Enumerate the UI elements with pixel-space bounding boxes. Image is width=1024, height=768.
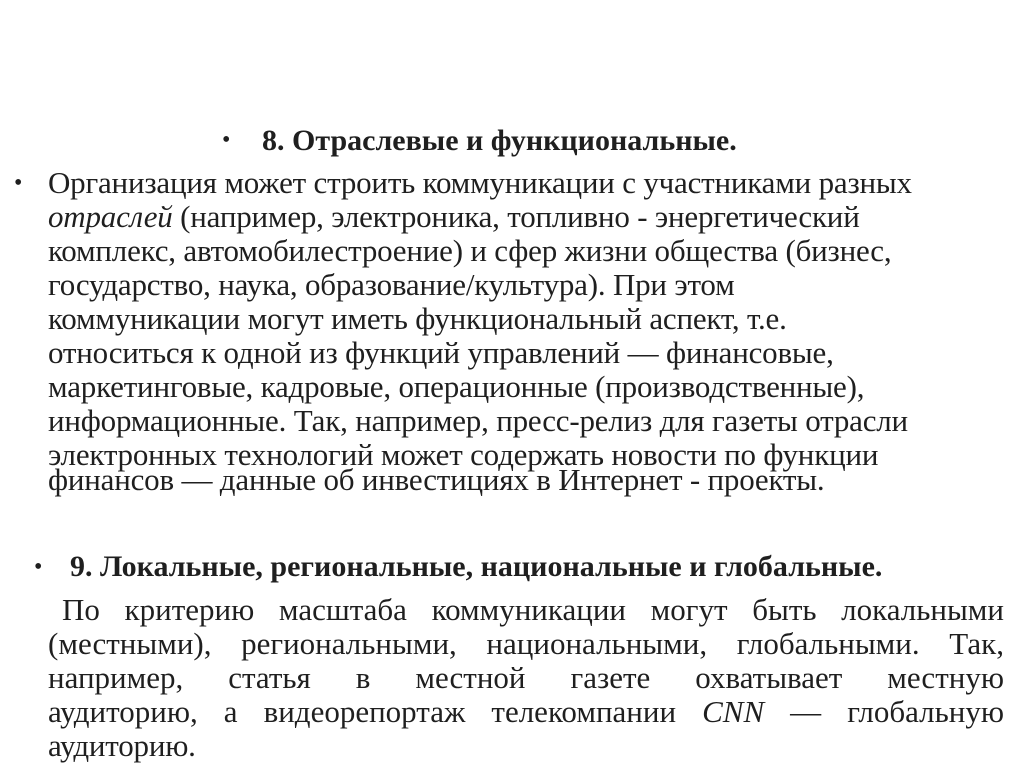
body-8-line-2-rest: (например, электроника, топливно - энергетический bbox=[172, 199, 860, 234]
body-8-line-1: Организация может строить коммуникации с участниками разных bbox=[48, 165, 912, 200]
body-9-line-5: аудиторию. bbox=[48, 728, 196, 763]
body-8-line-2 bbox=[48, 200, 860, 234]
body-9-line-4 bbox=[48, 695, 1004, 729]
body-9-line-1: По критерию масштаба коммуникации могут быть локальными bbox=[62, 592, 1004, 627]
body-9-line-2: (местными), региональными, национальными, глобальными. Так, bbox=[48, 626, 1004, 661]
heading-8: 8. Отраслевые и функциональные. bbox=[262, 124, 737, 157]
heading-9: 9. Локальные, региональные, национальные и глобальные. bbox=[70, 550, 883, 583]
body-9-line-3: например, статья в местной газете охватывает местную bbox=[48, 660, 1004, 695]
body-8-line-6: относиться к одной из функций управлений — финансовые, bbox=[48, 335, 834, 370]
body-9-line-4-end: — глобальную bbox=[764, 694, 1004, 729]
heading-8-bullet: • bbox=[222, 127, 231, 153]
heading-9-bullet: • bbox=[34, 554, 43, 580]
body-8-line-3: комплекс, автомобилестроение) и сфер жизни общества (бизнес, bbox=[48, 233, 892, 268]
italic-term-cnn: CNN bbox=[702, 694, 765, 729]
body-8-line-10: финансов — данные об инвестициях в Интернет - проекты. bbox=[48, 462, 825, 497]
body-8-bullet: • bbox=[14, 170, 23, 196]
body-8-line-7: маркетинговые, кадровые, операционные (производственные), bbox=[48, 369, 865, 404]
body-9-line-4-start: аудиторию, а видеорепортаж телекомпании bbox=[48, 694, 703, 729]
body-8-line-4: государство, наука, образование/культура). При этом bbox=[48, 267, 735, 302]
body-8-line-9: электронных технологий может содержать новости по функции bbox=[48, 437, 879, 472]
italic-term-industries: отраслей bbox=[48, 199, 173, 234]
body-8-line-8: информационные. Так, например, пресс-релиз для газеты отрасли bbox=[48, 403, 908, 438]
body-8-line-5: коммуникации могут иметь функциональный аспект, т.е. bbox=[48, 301, 787, 336]
